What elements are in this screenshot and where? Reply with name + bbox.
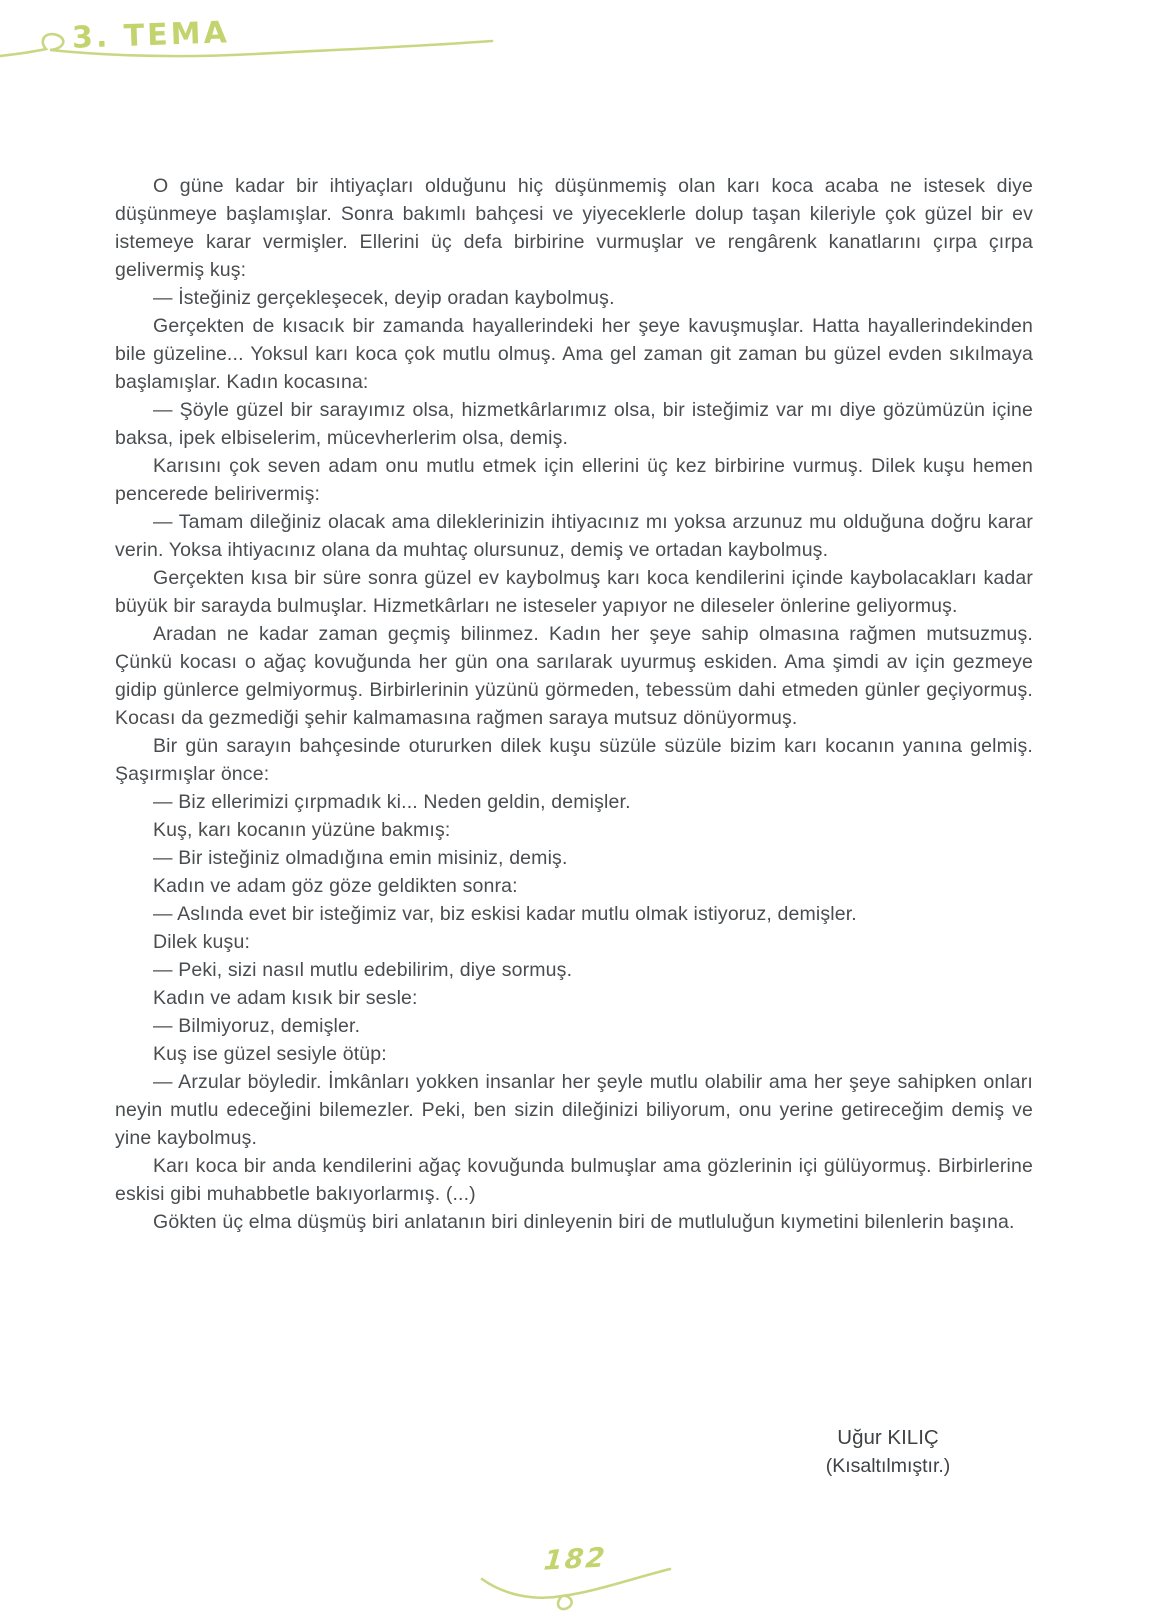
- story-paragraph: Karı koca bir anda kendilerini ağaç kovuğunda bulmuşlar ama gözlerinin içi gülüyormuş. Birbirlerine eskisi gibi muhabbetle bakıyorlarmış. (...): [115, 1155, 1033, 1205]
- story-paragraph: — Tamam dileğiniz olacak ama dileklerinizin ihtiyacınız mı yoksa arzunuz mu olduğuna doğru karar verin. Yoksa ihtiyacınız olana da muhtaç olursunuz, demiş ve ortadan kaybolmuş.: [115, 511, 1033, 561]
- story-paragraph: — Bilmiyoruz, demişler.: [153, 1015, 361, 1037]
- story-paragraph: Dilek kuşu:: [153, 931, 251, 953]
- story-paragraph: — Biz ellerimizi çırpmadık ki... Neden geldin, demişler.: [153, 791, 631, 813]
- story-paragraph: Gerçekten de kısacık bir zamanda hayallerindeki her şeye kavuşmuşlar. Hatta hayallerindekinden bile güzeline... Yoksul karı koca çok mutlu olmuş. Ama gel zaman git zaman bu güzel evden sıkılmaya başlamışlar. Kadın kocasına:: [115, 315, 1033, 393]
- story-text: [115, 172, 1033, 1236]
- story-paragraph: Gökten üç elma düşmüş biri anlatanın biri dinleyenin biri de mutluluğun kıymetini bilenlerin başına.: [153, 1211, 1015, 1233]
- story-paragraph: Bir gün sarayın bahçesinde otururken dilek kuşu süzüle süzüle bizim karı kocanın yanına gelmiş. Şaşırmışlar önce:: [115, 735, 1033, 785]
- page-number: 182: [542, 1542, 609, 1577]
- story-paragraph: Karısını çok seven adam onu mutlu etmek için ellerini üç kez birbirine vurmuş. Dilek kuşu hemen pencerede belirivermiş:: [115, 455, 1033, 505]
- story-paragraph: Kuş ise güzel sesiyle ötüp:: [153, 1043, 387, 1065]
- story-paragraph: — Peki, sizi nasıl mutlu edebilirim, diye sormuş.: [153, 959, 573, 981]
- page-footer: [0, 1544, 1151, 1613]
- story-paragraph: — İsteğiniz gerçekleşecek, deyip oradan kaybolmuş.: [153, 287, 615, 309]
- story-paragraph: Gerçekten kısa bir süre sonra güzel ev kaybolmuş karı koca kendilerini içinde kaybolacakları kadar büyük bir sarayda bulmuşlar. Hizmetkârları ne isteseler yapıyor ne dileseler önlerine geliyormuş.: [115, 567, 1033, 617]
- page-header: [0, 0, 520, 80]
- story-paragraph: Kuş, karı kocanın yüzüne bakmış:: [153, 819, 451, 841]
- story-paragraph: Kadın ve adam göz göze geldikten sonra:: [153, 875, 518, 897]
- attribution-block: [738, 1424, 1038, 1480]
- story-paragraph: — Aslında evet bir isteğimiz var, biz eskisi kadar mutlu olmak istiyoruz, demişler.: [153, 903, 857, 925]
- story-paragraph: Kadın ve adam kısık bir sesle:: [153, 987, 418, 1009]
- story-paragraph: Aradan ne kadar zaman geçmiş bilinmez. Kadın her şeye sahip olmasına rağmen mutsuzmuş. Çünkü kocası o ağaç kovuğunda her gün ona sarılarak uyurmuş eskiden. Ama şimdi av için gezmeye gidip günlerce gelmiyormuş. Birbirlerinin yüzünü görmeden, tebessüm dahi etmeden günler geçiyormuş. Kocası da gezmediği şehir kalmamasına rağmen saraya mutsuz dönüyormuş.: [115, 623, 1033, 729]
- story-paragraph: — Arzular böyledir. İmkânları yokken insanlar her şeyle mutlu olabilir ama her şeye sahipken onları neyin mutlu edeceğini bilemezler. Peki, ben sizin dileğinizi biliyorum, onu yerine getireceğim demiş ve yine kaybolmuş.: [115, 1071, 1033, 1149]
- story-paragraph: — Bir isteğiniz olmadığına emin misiniz, demiş.: [153, 847, 568, 869]
- story-paragraph: O güne kadar bir ihtiyaçları olduğunu hiç düşünmemiş olan karı koca acaba ne istesek diye düşünmeye başlamışlar. Sonra bakımlı bahçesi ve yiyeceklerle dolup taşan kileriyle çok güzel bir ev istemeye karar vermişler. Ellerini üç defa birbirine vurmuşlar ve rengârenk kanatlarını çırpa çırpa gelivermiş kuş:: [115, 175, 1033, 281]
- story-paragraph: — Şöyle güzel bir sarayımız olsa, hizmetkârlarımız olsa, bir isteğimiz var mı diye gözümüzün içine baksa, ipek elbiselerim, mücevherlerim olsa, demiş.: [115, 399, 1033, 449]
- author-name: Uğur KILIÇ: [837, 1426, 939, 1449]
- abridged-note: (Kısaltılmıştır.): [825, 1455, 951, 1477]
- tema-header-label: 3. TEMA: [71, 15, 231, 56]
